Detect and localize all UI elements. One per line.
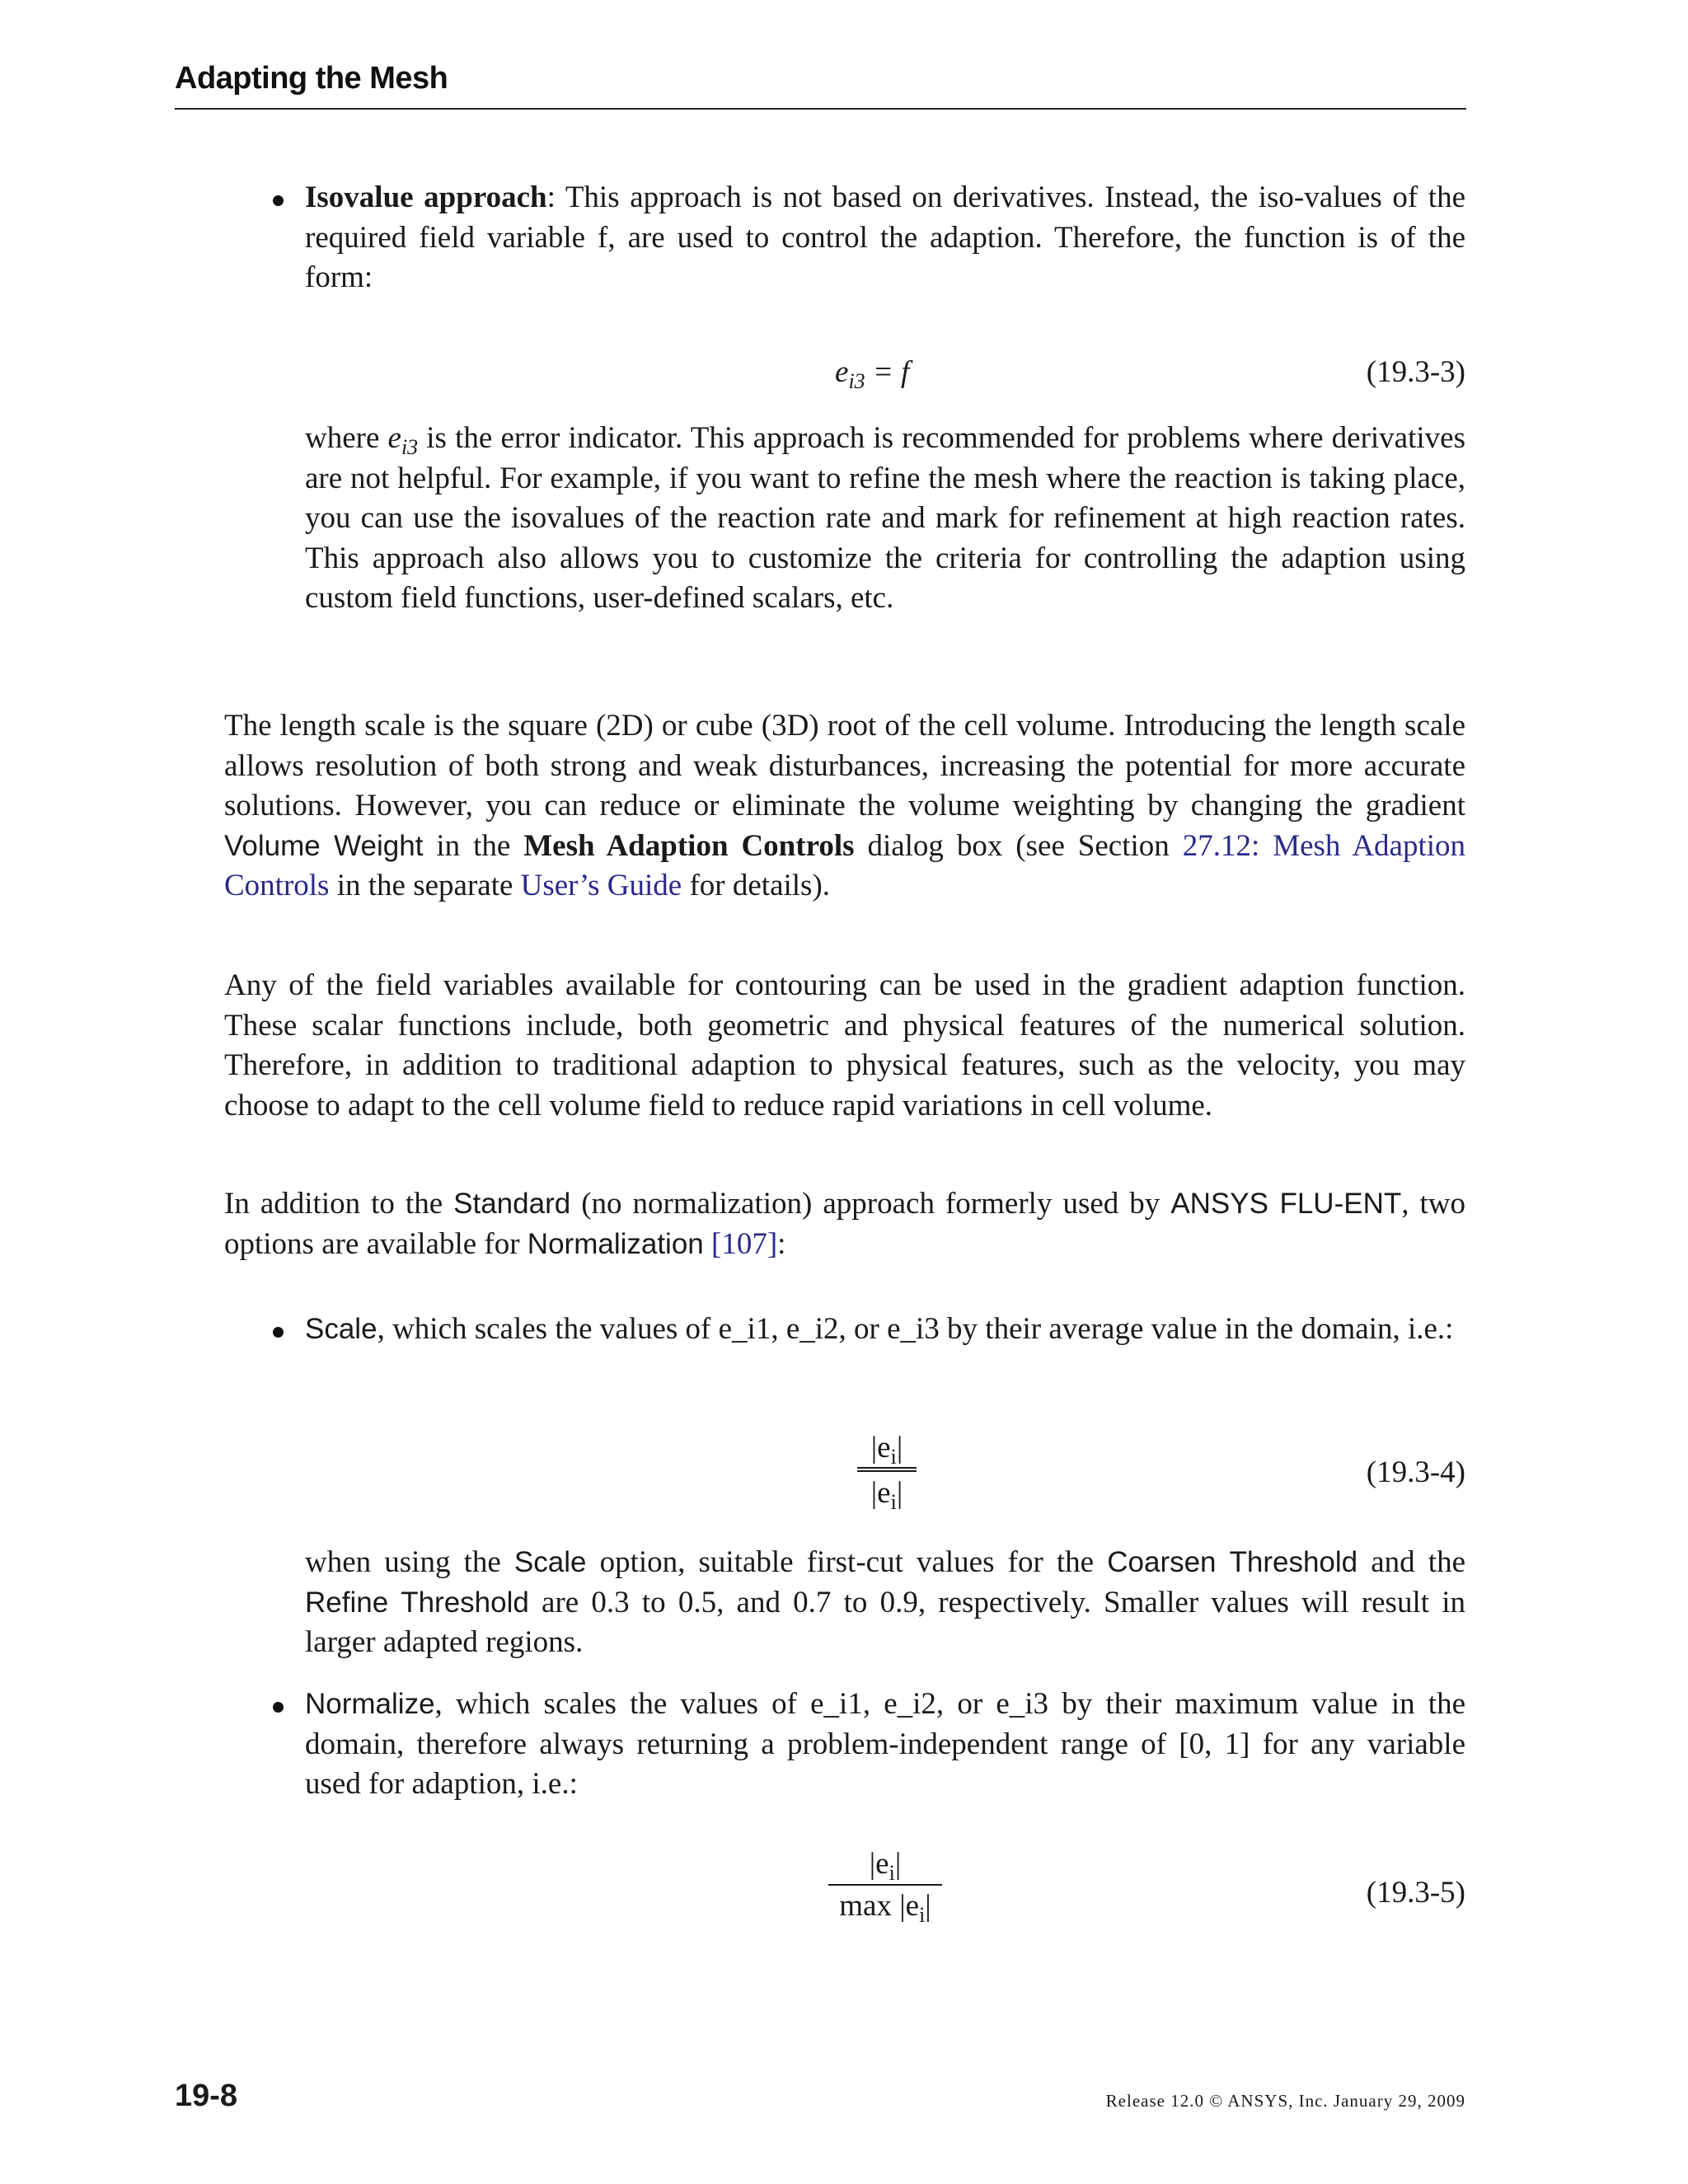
equation-number: (19.3-3) [1366, 355, 1465, 389]
normalization-paragraph: In addition to the Standard (no normalization) approach formerly used by ANSYS FLU-ENT, two options are available for Normalization [107]: [224, 1187, 1465, 1261]
standard-option: Standard [453, 1188, 571, 1220]
length-scale-paragraph: The length scale is the square (2D) or cube (3D) root of the cell volume. Introducing the length scale allows resolution of both strong and weak disturbances, increasing the potential for more accurate solutions. However, you can reduce or eliminate the volume weighting by changing the gradient Volume Weight in the Mesh Adaption Controls dialog box (see Section 27.12: Mesh Adaption Controls in the separate User’s Guide for details). [224, 709, 1466, 902]
equation-19-3-5: $|e_i|$ $\max |e_i|$ [828, 1846, 942, 1924]
page-number: 19-8 [175, 2079, 238, 2113]
equation-19-3-4: $|e_i|$ $|e_i|$ [857, 1430, 917, 1511]
equation-19-3-3: $e_{i3} = f$ [835, 355, 910, 393]
equation-number: (19.3-5) [1366, 1876, 1465, 1910]
field-variables-paragraph: Any of the field variables available for contouring can be used in the gradient adaption function. These scalar functions include, both geometric and physical features of the numerical solution. Therefore, in addition to traditional adaption to physical features, such as the velocity, you may choose to adapt to the cell volume field to reduce rapid variations in cell volume. [224, 968, 1465, 1122]
reference-link[interactable]: [107] [711, 1226, 778, 1261]
isovalue-bullet-text [305, 178, 1465, 298]
normalize-bullet-text [305, 1685, 1465, 1805]
dialog-name: Mesh Adaption Controls [523, 828, 855, 863]
equation-number: (19.3-4) [1366, 1455, 1465, 1489]
normalize-description: , which scales the values of e_i1, e_i2, or e_i3 by their maximum value in the domain, therefore always returning a problem-independent range of [0, 1] for any variable used for adaption, i.e.: [305, 1687, 1465, 1801]
users-guide-link[interactable]: User’s Guide [520, 869, 682, 902]
scale-explanation: when using the Scale option, suitable first-cut values for the Coarsen Threshold and the Refine Threshold are 0.3 to 0.5, and 0.7 to 0.9, respectively. Smaller values will result in larger adapted regions. [305, 1545, 1466, 1659]
bullet-dot [273, 1327, 284, 1338]
section-link[interactable]: 27.12: Mesh Adaption Controls [224, 828, 1466, 902]
scale-option: Scale [513, 1546, 587, 1578]
bullet-dot [273, 195, 284, 206]
isovalue-description: : This approach is not based on derivatives. Instead, the iso-values of the required field variable f, are used to control the adaption. Therefore, the function is of the form: [305, 180, 1465, 294]
isovalue-explanation: where $e_{i3}$ is the error indicator. This approach is recommended for problems where derivatives are not helpful. For example, if you want to refine the mesh where the reaction is taking place, you can use the isovalues of the reaction rate and mark for refinement at high reaction rates. This approach also allows you to customize the criteria for controlling the adaption using custom field functions, user-defined scalars, etc. [305, 421, 1465, 615]
running-header-title: Adapting the Mesh [175, 61, 448, 96]
product-name: ANSYS FLU-ENT [1170, 1188, 1402, 1220]
scale-bullet-text [305, 1310, 1465, 1350]
normalize-term: Normalize [305, 1688, 435, 1720]
scale-description: , which scales the values of e_i1, e_i2, or e_i3 by their average value in the domain, i.e.: [377, 1312, 1454, 1346]
refine-threshold-label: Refine Threshold [305, 1586, 529, 1619]
release-info: Release 12.0 © ANSYS, Inc. January 29, 2009 [1105, 2091, 1465, 2111]
volume-weight-label: Volume Weight [224, 829, 424, 862]
bullet-dot [273, 1702, 284, 1713]
header-rule [175, 108, 1466, 110]
coarsen-threshold-label: Coarsen Threshold [1107, 1546, 1358, 1578]
normalization-option: Normalization [527, 1227, 704, 1260]
scale-term: Scale [305, 1313, 377, 1345]
isovalue-term: Isovalue approach [305, 180, 547, 214]
